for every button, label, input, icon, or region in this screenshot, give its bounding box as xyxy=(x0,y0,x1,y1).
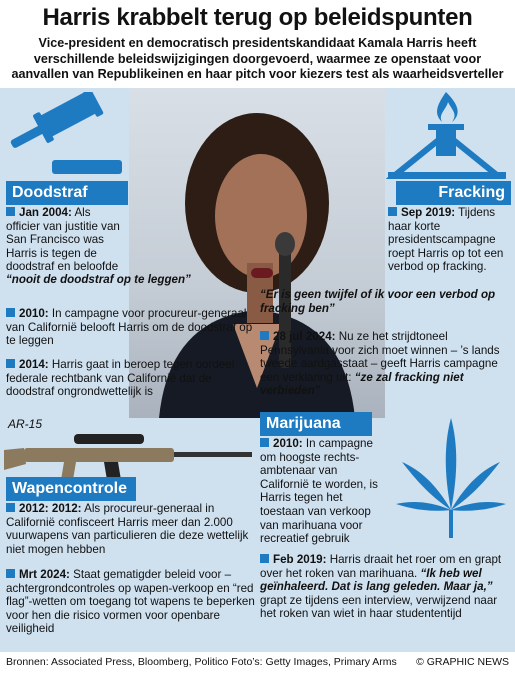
page-title: Harris krabbelt terug op beleidspunten xyxy=(42,4,473,31)
footer xyxy=(0,652,515,673)
doodstraf-item-1-continued: “nooit de doodstraf op te leggen” xyxy=(6,273,191,286)
gavel-icon xyxy=(6,92,130,180)
bullet-square-icon xyxy=(260,331,269,340)
bullet-square-icon xyxy=(260,554,269,563)
bullet-square-icon xyxy=(388,207,397,216)
section-heading-wapencontrole: Wapencontrole xyxy=(6,477,136,501)
fracking-icon xyxy=(386,88,512,180)
doodstraf-item-3: 2014: Harris gaat in beroep tegen oordeel federale rechtbank van Californië dat de doodstraf ongrondwettelijk is xyxy=(6,358,235,399)
rifle-label: AR-15 xyxy=(8,417,43,431)
footer-sources: Bronnen: Associated Press, Bloomberg, Politico Foto’s: Getty Images, Primary Arms xyxy=(6,656,397,668)
bullet-square-icon xyxy=(6,207,15,216)
section-heading-marijuana: Marijuana xyxy=(260,412,372,436)
bullet-square-icon xyxy=(6,308,15,317)
fracking-item-1-quote: “Er is geen twijfel of ik voor een verbod op fracking ben” xyxy=(260,288,496,315)
wapen-item-1: 2012: 2012: Als procureur-generaal in Californië confisceert Harris meer dan 2.000 vuurwapens van particulieren die deze wettelijk niet mogen hebben xyxy=(6,502,249,556)
footer-credit: © GRAPHIC NEWS xyxy=(416,656,509,668)
cannabis-leaf-icon xyxy=(392,414,510,542)
doodstraf-item-1: Jan 2004: Als officier van justitie van San Francisco was Harris is tegen de doodstraf en beloofde xyxy=(6,206,120,274)
bullet-square-icon xyxy=(6,569,15,578)
marijuana-item-2: Feb 2019: Harris draait het roer om en grapt over het roken van marihuana. “Ik heb wel geïnhaleerd. Dat is lang geleden. Maar ja,” grapt ze tijdens een interview, verwijzend naar het roken van wiet in haar studententijd xyxy=(260,553,502,621)
section-heading-fracking: Fracking xyxy=(396,181,511,205)
bullet-square-icon xyxy=(6,503,15,512)
marijuana-item-1: 2010: In campagne om hoogste rechts-ambtenaar van Californië te worden, is Harris tegen het toestaan van verkoop van marihuana voor recreatief gebruik xyxy=(260,437,378,546)
fracking-item-2: 28 jul 2024: Nu ze het strijdtoneel Pennsylvania voor zich moet winnen – ’s lands tweede aardgasstaat – geeft Harris campagne een verklaring uit: “ze zal fracking niet verbieden” xyxy=(260,330,500,398)
header xyxy=(0,0,515,88)
intro-text: Vice-president en democratisch presidentskandidaat Kamala Harris heeft verschillende beleidswijzigingen doorgevoerd, waarmee ze openstaat voor aanvallen van Republikeinen en haar pitch voor kiezers test als waarheidsverteller xyxy=(11,36,504,81)
bullet-square-icon xyxy=(260,438,269,447)
bullet-square-icon xyxy=(6,359,15,368)
section-heading-doodstraf: Doodstraf xyxy=(6,181,128,205)
fracking-item-1: Sep 2019: Tijdens haar korte presidentscampagne roept Harris op tot een verbod op fracking. xyxy=(388,206,504,274)
doodstraf-item-2: 2010: In campagne voor procureur-generaal van Californië belooft Harris om de doodstraf op te leggen xyxy=(6,307,253,348)
wapen-item-2: Mrt 2024: Staat gematigder beleid voor – achtergrondcontroles op wapen-verkoop en “red flag”-wetten om toegang tot wapens te beperken voor hen die risico vormen voor openbare veiligheid xyxy=(6,568,255,636)
